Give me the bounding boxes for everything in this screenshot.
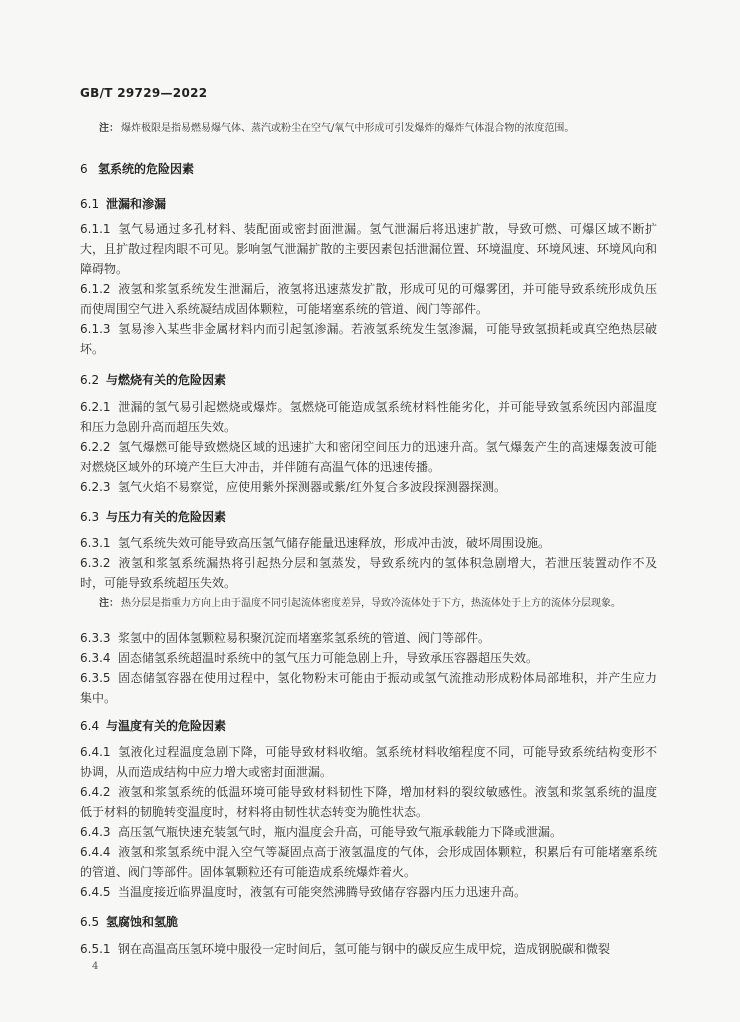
clause-number: 6.3.2 [80, 556, 111, 570]
clause-text: 氢气系统失效可能导致高压氢气储存能量迅速释放，形成冲击波，破坏周围设施。 [118, 536, 551, 550]
clause-text: 氢气火焰不易察觉，应使用紫外探测器或紫/红外复合多波段探测器探测。 [118, 480, 507, 494]
clause-number: 6.4.1 [80, 745, 111, 759]
section-6-2-heading [80, 371, 226, 388]
clause-number: 6.1.2 [80, 282, 111, 296]
clause-6-1-2 [80, 279, 657, 319]
section-number: 6.2 [80, 373, 100, 387]
clause-text: 氢气易通过多孔材料、装配面或密封面泄漏。氢气泄漏后将迅速扩散，导致可燃、可爆区域不断扩大，且扩散过程肉眼不可见。影响氢气泄漏扩散的主要因素包括泄漏位置、环境温度、环境风速、环境风向和障碍物。 [80, 222, 657, 276]
standard-number: GB/T 29729—2022 [80, 86, 208, 100]
clause-6-2-3 [80, 477, 657, 497]
note-text: 热分层是指重力方向上由于温度不同引起流体密度差异，导致冷流体处于下方，热流体处于上方的流体分层现象。 [121, 598, 621, 609]
section-number: 6.1 [80, 197, 100, 211]
clause-6-3-4 [80, 648, 657, 668]
clause-6-4-1 [80, 742, 657, 782]
clause-6-2-1 [80, 397, 657, 437]
clause-6-5-1 [80, 939, 657, 959]
clause-text: 氢易渗入某些非金属材料内而引起氢渗漏。若液氢系统发生氢渗漏，可能导致氢损耗或真空绝热层破坏。 [80, 322, 657, 356]
clause-number: 6.4.3 [80, 825, 111, 839]
clause-6-4-3 [80, 822, 657, 842]
section-6-4-heading [80, 717, 226, 734]
section-title: 与压力有关的危险因素 [106, 510, 227, 524]
clause-text: 液氢和浆氢系统发生泄漏后，液氢将迅速蒸发扩散，形成可见的可爆雾团，并可能导致系统形成负压而使周围空气进入系统凝结成固体颗粒，可能堵塞系统的管道、阀门等部件。 [80, 282, 657, 316]
clause-6-4-2 [80, 782, 657, 822]
clause-text: 泄漏的氢气易引起燃烧或爆炸。氢燃烧可能造成氢系统材料性能劣化，并可能导致氢系统因内部温度和压力急剧升高而超压失效。 [80, 400, 657, 434]
clause-6-4-5 [80, 882, 657, 902]
clause-text: 当温度接近临界温度时，液氢有可能突然沸腾导致储存容器内压力迅速升高。 [118, 885, 527, 899]
clause-6-3-2 [80, 553, 657, 593]
clause-6-4-4 [80, 842, 657, 882]
note-text: 爆炸极限是指易燃易爆气体、蒸汽或粉尘在空气/氧气中形成可引发爆炸的爆炸气体混合物的浓度范围。 [121, 123, 575, 134]
clause-text: 氢气爆燃可能导致燃烧区域的迅速扩大和密闭空间压力的迅速升高。氢气爆轰产生的高速爆轰波可能对燃烧区域外的环境产生巨大冲击，并伴随有高温气体的迅速传播。 [80, 440, 657, 474]
clause-6-3-5 [80, 668, 657, 708]
clause-text: 液氢和浆氢系统中混入空气等凝固点高于液氢温度的气体，会形成固体颗粒，积累后有可能堵塞系统的管道、阀门等部件。固体氧颗粒还有可能造成系统爆炸着火。 [80, 845, 657, 879]
clause-text: 高压氢气瓶快速充装氢气时，瓶内温度会升高，可能导致气瓶承载能力下降或泄漏。 [118, 825, 563, 839]
clause-6-3-1 [80, 533, 657, 553]
clause-number: 6.3.4 [80, 651, 111, 665]
clause-6-2-2 [80, 437, 657, 477]
section-6-heading [80, 160, 194, 177]
thermal-stratification-note [99, 595, 660, 612]
section-number: 6.3 [80, 510, 100, 524]
clause-text: 氢液化过程温度急剧下降，可能导致材料收缩。氢系统材料收缩程度不同，可能导致系统结构变形不协调，从而造成结构中应力增大或密封面泄漏。 [80, 745, 657, 779]
clause-number: 6.4.2 [80, 785, 111, 799]
section-title: 氢腐蚀和氢脆 [106, 915, 179, 929]
clause-6-1-3 [80, 319, 657, 359]
note-label: 注： [99, 598, 119, 609]
clause-text: 液氢和浆氢系统的低温环境可能导致材料韧性下降，增加材料的裂纹敏感性。液氢和浆氢系统的温度低于材料的韧脆转变温度时，材料将由韧性状态转变为脆性状态。 [80, 785, 657, 819]
clause-text: 液氢和浆氢系统漏热将引起热分层和氢蒸发，导致系统内的氢体积急剧增大，若泄压装置动作不及时，可能导致系统超压失效。 [80, 556, 657, 590]
section-number: 6.5 [80, 915, 100, 929]
clause-number: 6.2.2 [80, 440, 111, 454]
section-6-5-heading [80, 913, 178, 930]
clause-text: 固态储氢容器在使用过程中，氢化物粉末可能由于振动或氢气流推动形成粉体局部堆积，并产生应力集中。 [80, 671, 657, 705]
clause-number: 6.3.5 [80, 671, 111, 685]
explosion-limit-note [99, 120, 660, 137]
clause-number: 6.3.3 [80, 631, 111, 645]
clause-6-3-3 [80, 628, 657, 648]
clause-number: 6.4.5 [80, 885, 111, 899]
clause-6-1-1 [80, 219, 657, 279]
clause-number: 6.1.1 [80, 222, 111, 236]
clause-text: 浆氢中的固体氢颗粒易积聚沉淀而堵塞浆氢系统的管道、阀门等部件。 [118, 631, 491, 645]
page-number: 4 [92, 961, 99, 972]
clause-text: 钢在高温高压氢环境中服役一定时间后，氢可能与钢中的碳反应生成甲烷，造成钢脱碳和微裂 [118, 942, 611, 956]
clause-number: 6.1.3 [80, 322, 111, 336]
section-number: 6 [80, 162, 88, 176]
clause-number: 6.2.3 [80, 480, 111, 494]
section-title: 氢系统的危险因素 [98, 162, 195, 176]
note-label: 注： [99, 123, 119, 134]
section-number: 6.4 [80, 719, 100, 733]
section-6-3-heading [80, 508, 226, 525]
section-title: 与燃烧有关的危险因素 [106, 373, 227, 387]
clause-text: 固态储氢系统超温时系统中的氢气压力可能急剧上升，导致承压容器超压失效。 [118, 651, 539, 665]
clause-number: 6.3.1 [80, 536, 111, 550]
clause-number: 6.4.4 [80, 845, 111, 859]
section-6-1-heading [80, 195, 166, 212]
section-title: 与温度有关的危险因素 [106, 719, 227, 733]
clause-number: 6.5.1 [80, 942, 111, 956]
section-title: 泄漏和渗漏 [106, 197, 167, 211]
clause-number: 6.2.1 [80, 400, 111, 414]
